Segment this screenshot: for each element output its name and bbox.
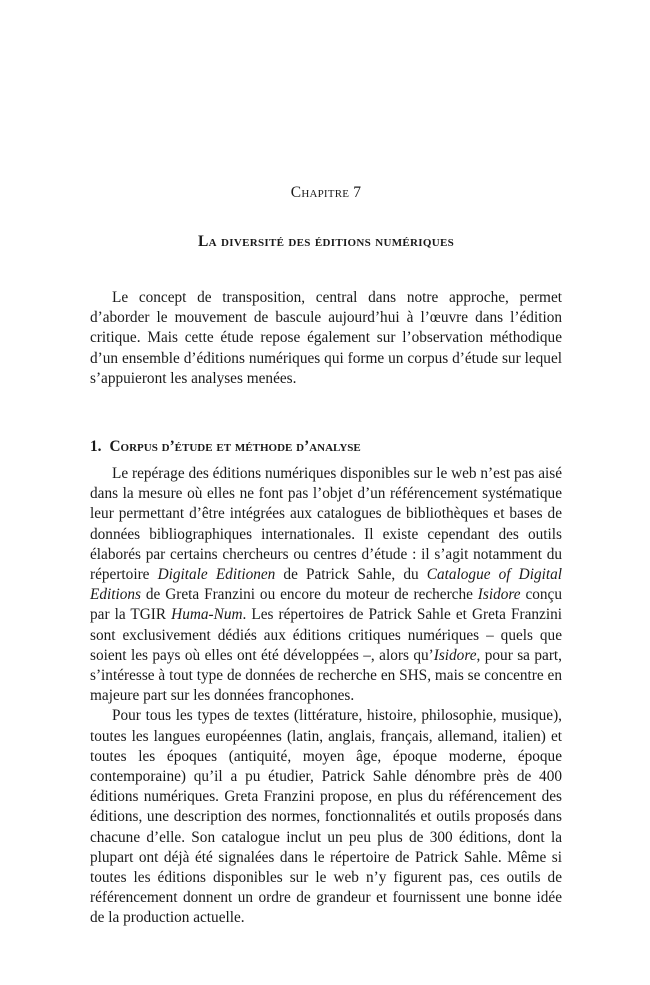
chapter-title: La diversité des éditions numériques	[197, 233, 455, 250]
p1-italic-huma-num: Huma-Num	[171, 606, 243, 624]
p1-text-2: de Patrick Sahle, du	[275, 566, 427, 584]
p1-italic-digitale-editionen: Digitale Editionen	[157, 566, 276, 584]
p1-italic-isidore: Isidore	[477, 586, 521, 604]
intro-text	[90, 288, 562, 389]
p1-text-1: Le repérage des éditions numériques disponibles sur le web n’est pas aisé dans la mesure où elles ne font pas l’objet d’un référencement systématique leur permettant d’être intégrées aux catalogues de bibliothèques et bases de données bibliographiques internationales. Il existe cependant des outils élaborés par certains chercheurs ou centres d’étude : il s’agit notamment du répertoire	[90, 465, 562, 584]
p1-italic-isidore-2: Isidore	[433, 646, 477, 664]
p1-text-4: conçu par la TGIR	[90, 586, 562, 624]
p1-italic-catalogue: Catalogue of Digital Editions	[90, 566, 562, 604]
p1-text-3: de Greta Franzini ou encore du moteur de recherche	[141, 586, 478, 604]
body-paragraph-2: Pour tous les types de textes (littérature, histoire, philosophie, musique), toutes les langues européennes (latin, anglais, français, allemand, italien) et toutes les époques (antiquité, moyen âge, époque moderne, époque contemporaine) qu’il a pu étudier, Patrick Sahle dénombre près de 400 éditions numériques. Greta Franzini propose, en plus du référencement des éditions, une description des normes, fonctionnalités et outils proposés dans chacune d’elle. Son catalogue inclut un peu plus de 300 éditions, dont la plupart ont déjà été signalées dans le répertoire de Patrick Sahle. Même si toutes les éditions disponibles sur le web n’y figurent pas, ces outils de référencement donnent un ordre de grandeur et fournissent une bonne idée de la production actuelle.	[90, 707, 562, 927]
section-heading	[90, 438, 562, 456]
p1-text-5: . Les répertoires de Patrick Sahle et Greta Franzini sont exclusivement dédiés aux éditions critiques numériques – quels que soient les pays où elles ont été développées –, alors qu’	[90, 606, 562, 664]
body-paragraph-1	[90, 464, 562, 706]
section-number: 1.	[90, 438, 102, 455]
chapter-label: Chapitre 7	[290, 184, 362, 201]
section-body	[90, 464, 562, 929]
p1-text-6: , pour sa part, s’intéresse à tout type de données de recherche en SHS, mais se concentre en majeure part sur les données francophones.	[90, 646, 562, 705]
intro-paragraph: Le concept de transposition, central dans notre approche, permet d’aborder le mouvement de bascule aujourd’hui à l’œuvre dans l’édition critique. Mais cette étude repose également sur l’observation méthodique d’un ensemble d’éditions numériques qui forme un corpus d’étude sur lequel s’appuieront les analyses menées.	[90, 289, 562, 387]
section-title: Corpus d’étude et méthode d’analyse	[109, 438, 361, 455]
